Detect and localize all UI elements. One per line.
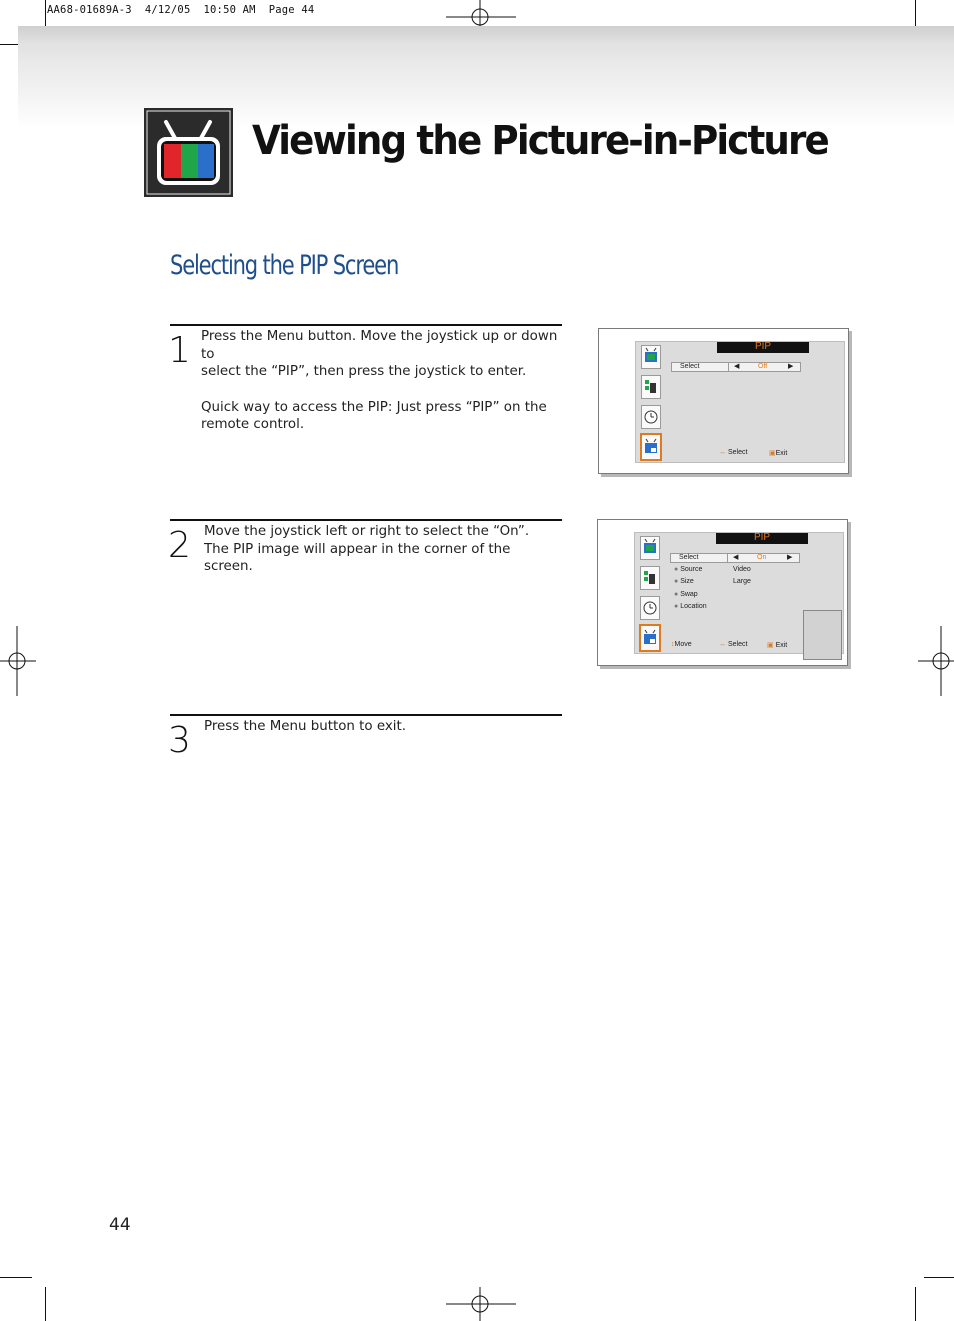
crop-mark	[915, 1287, 916, 1321]
step-line: remote control.	[201, 417, 305, 432]
setup-menu-icon[interactable]	[640, 566, 660, 590]
osd-screen	[635, 341, 845, 463]
osd-select-row[interactable]	[671, 362, 801, 372]
footer-move-label: Move	[674, 641, 692, 648]
right-arrow-icon[interactable]: ▶	[788, 363, 794, 370]
step-divider	[170, 324, 562, 326]
pip-menu-icon[interactable]	[640, 433, 662, 461]
step-line: Press the Menu button to exit.	[204, 719, 407, 734]
osd-title: PIP	[716, 533, 808, 544]
select-label: Select	[680, 363, 700, 370]
registration-mark-icon	[0, 626, 36, 696]
step-divider	[170, 714, 562, 716]
footer-exit-label: Exit	[775, 450, 788, 457]
osd-panel-2	[597, 519, 848, 666]
step-line: Move the joystick left or right to select the “On”.	[204, 524, 530, 539]
step-line: Quick way to access the PIP: Just press “PIP” on the	[201, 399, 547, 415]
select-label: Select	[679, 554, 699, 561]
step-spacer	[201, 381, 561, 399]
footer-exit-label: Exit	[775, 642, 788, 649]
clock-menu-icon[interactable]	[640, 596, 660, 620]
section-title: Selecting the PIP Screen	[170, 250, 399, 281]
step-divider	[170, 519, 562, 521]
step-number: 2	[168, 525, 191, 566]
exit-icon: ▣	[767, 642, 774, 649]
osd-footer-select	[719, 641, 747, 648]
step-1-text	[201, 328, 561, 434]
osd-footer-exit	[769, 449, 787, 457]
clock-menu-icon[interactable]	[641, 405, 661, 429]
left-arrow-icon[interactable]: ◀	[734, 363, 740, 370]
exit-icon: ▣	[769, 450, 776, 457]
picture-menu-icon[interactable]	[641, 345, 661, 369]
item-value: Large	[733, 578, 751, 585]
print-header: AA68-01689A-3 4/12/05 10:50 AM Page 44	[47, 4, 315, 16]
bullet-icon: ●	[674, 591, 679, 598]
select-value: On	[757, 554, 767, 561]
left-right-arrow-icon: ↔	[719, 641, 726, 648]
picture-menu-icon[interactable]	[640, 536, 660, 560]
item-label: Source	[680, 566, 703, 573]
registration-mark-icon	[446, 1287, 516, 1321]
left-arrow-icon[interactable]: ◀	[733, 554, 739, 561]
osd-menu-item[interactable]	[674, 566, 702, 573]
osd-menu-item[interactable]	[674, 603, 707, 610]
crop-mark	[45, 1287, 46, 1321]
step-line: The PIP image will appear in the corner of the screen.	[204, 541, 511, 574]
tv-icon-box	[144, 108, 233, 197]
page-number: 44	[109, 1215, 131, 1235]
left-right-arrow-icon: ↔	[719, 449, 726, 456]
osd-menu-item[interactable]	[674, 591, 698, 598]
step-line: select the “PIP”, then press the joystick to enter.	[201, 364, 527, 379]
tv-icon	[144, 108, 233, 197]
osd-footer-exit	[767, 641, 787, 649]
setup-menu-icon[interactable]	[641, 375, 661, 399]
item-label: Location	[680, 603, 707, 610]
step-number: 3	[168, 720, 191, 761]
osd-menu-item[interactable]	[674, 578, 694, 585]
footer-select-label: Select	[727, 641, 748, 648]
step-number: 1	[168, 330, 191, 371]
header-band-top	[18, 26, 954, 46]
bullet-icon: ●	[674, 578, 679, 585]
bullet-icon: ●	[674, 603, 679, 610]
osd-footer-select	[719, 449, 747, 456]
divider	[728, 363, 729, 371]
pip-window	[803, 610, 842, 660]
item-label: Swap	[680, 591, 698, 598]
page-title: Viewing the Picture-in-Picture	[252, 118, 828, 164]
crop-mark	[0, 1277, 32, 1278]
item-value: Video	[733, 566, 751, 573]
osd-select-row[interactable]	[670, 553, 800, 563]
right-arrow-icon[interactable]: ▶	[787, 554, 793, 561]
divider	[727, 554, 728, 562]
step-line: Press the Menu button. Move the joystick up or down to	[201, 329, 558, 362]
pip-menu-icon[interactable]	[639, 624, 661, 652]
bullet-icon: ●	[674, 566, 679, 573]
item-label: Size	[680, 578, 694, 585]
registration-mark-icon	[918, 626, 954, 696]
osd-footer-move	[671, 641, 692, 648]
up-down-arrow-icon: ↕	[671, 641, 675, 648]
select-value: Off	[758, 363, 768, 370]
osd-title: PIP	[717, 342, 809, 353]
crop-mark	[924, 1277, 954, 1278]
step-3-text	[204, 718, 562, 736]
step-2-text	[204, 523, 562, 576]
osd-panel-1	[598, 328, 849, 474]
footer-select-label: Select	[727, 449, 748, 456]
